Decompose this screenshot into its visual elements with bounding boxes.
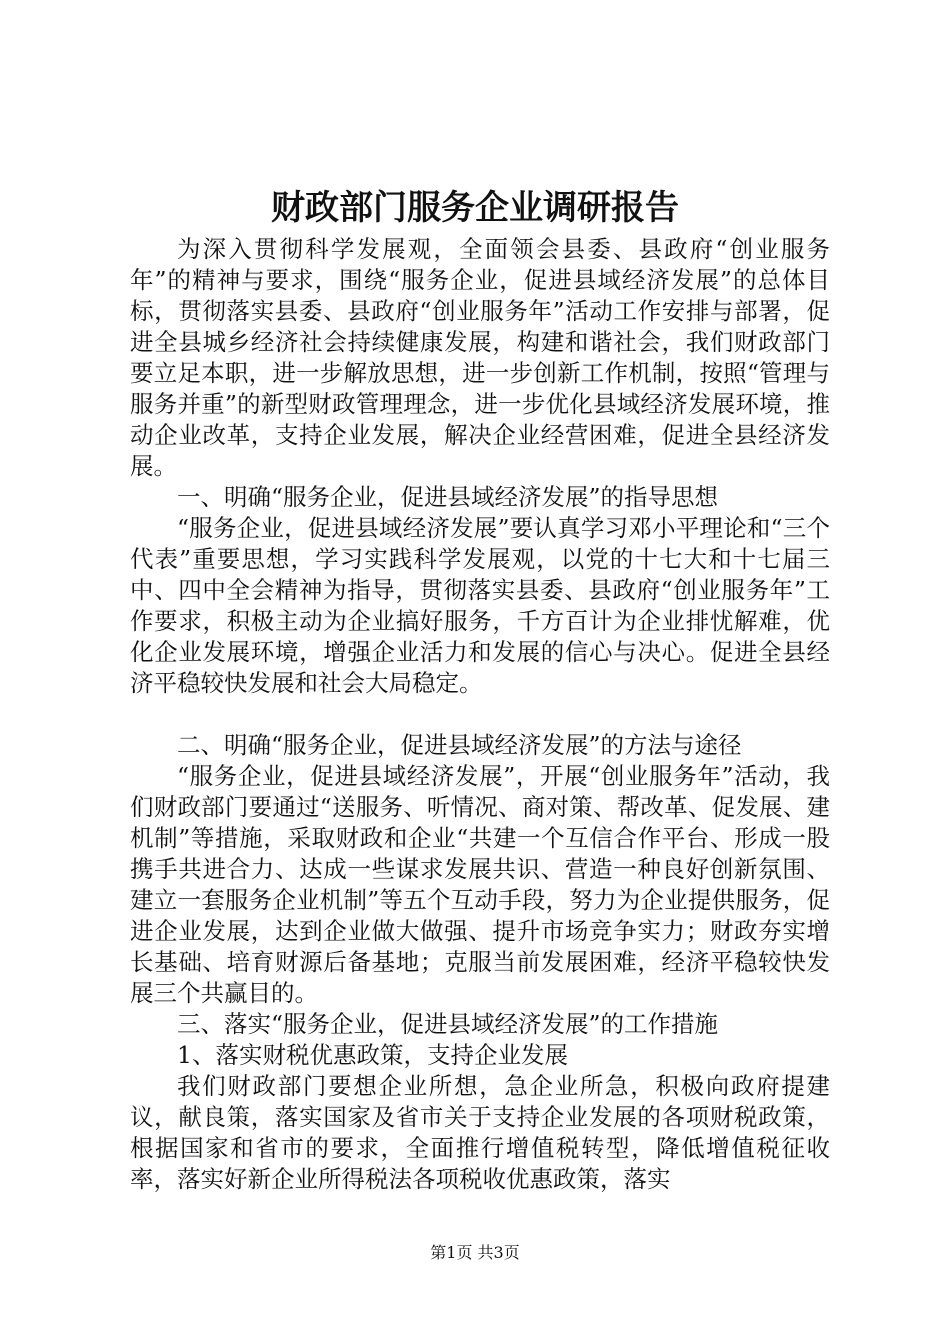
document-body <box>130 234 830 1195</box>
paragraph-section-1: “服务企业，促进县域经济发展”要认真学习邓小平理论和“三个代表”重要思想，学习实践科学发展观，以党的十七大和十七届三中、四中全会精神为指导，贯彻落实县委、县政府“创业服务年”工作要求，积极主动为企业搞好服务，千方百计为企业排忧解难，优化企业发展环境，增强企业活力和发展的信心与决心。促进全县经济平稳较快发展和社会大局稳定。 <box>130 514 830 697</box>
document-title: 财政部门服务企业调研报告 <box>271 188 679 228</box>
paragraph-intro: 为深入贯彻科学发展观，全面领会县委、县政府“创业服务年”的精神与要求，围绕“服务企业，促进县域经济发展”的总体目标，贯彻落实县委、县政府“创业服务年”活动工作安排与部署，促进全县城乡经济社会持续健康发展，构建和谐社会，我们财政部门要立足本职，进一步解放思想，进一步创新工作机制，按照“管理与服务并重”的新型财政管理理念，进一步优化县域经济发展环境，推动企业改革，支持企业发展，解决企业经营困难，促进全县经济发展。 <box>130 235 830 480</box>
heading-section-1: 一、明确“服务企业，促进县域经济发展”的指导思想 <box>177 483 719 511</box>
heading-section-2: 二、明确“服务企业，促进县域经济发展”的方法与途径 <box>177 731 742 759</box>
paragraph-section-2: “服务企业，促进县域经济发展”，开展“创业服务年”活动，我们财政部门要通过“送服务、听情况、商对策、帮改革、促发展、建机制”等措施，采取财政和企业“共建一个互信合作平台、形成一股携手共进合力、达成一些谋求发展共识、营造一种良好创新氛围、建立一套服务企业机制”等五个互动手段，努力为企业提供服务，促进企业发展，达到企业做大做强、提升市场竞争实力；财政夯实增长基础、培育财源后备基地；克服当前发展困难，经济平稳较快发展三个共赢目的。 <box>130 762 830 1007</box>
page-number-footer: 第1页 共3页 <box>430 1243 520 1262</box>
heading-section-3: 三、落实“服务企业，促进县域经济发展”的工作措施 <box>177 1010 719 1038</box>
subheading-3-1: 1、落实财税优惠政策，支持企业发展 <box>177 1041 568 1069</box>
paragraph-section-3-1: 我们财政部门要想企业所想，急企业所急，积极向政府提建议，献良策，落实国家及省市关于支持企业发展的各项财税政策，根据国家和省市的要求，全面推行增值税转型，降低增值税征收率，落实好新企业所得税法各项税收优惠政策，落实 <box>130 1072 830 1193</box>
